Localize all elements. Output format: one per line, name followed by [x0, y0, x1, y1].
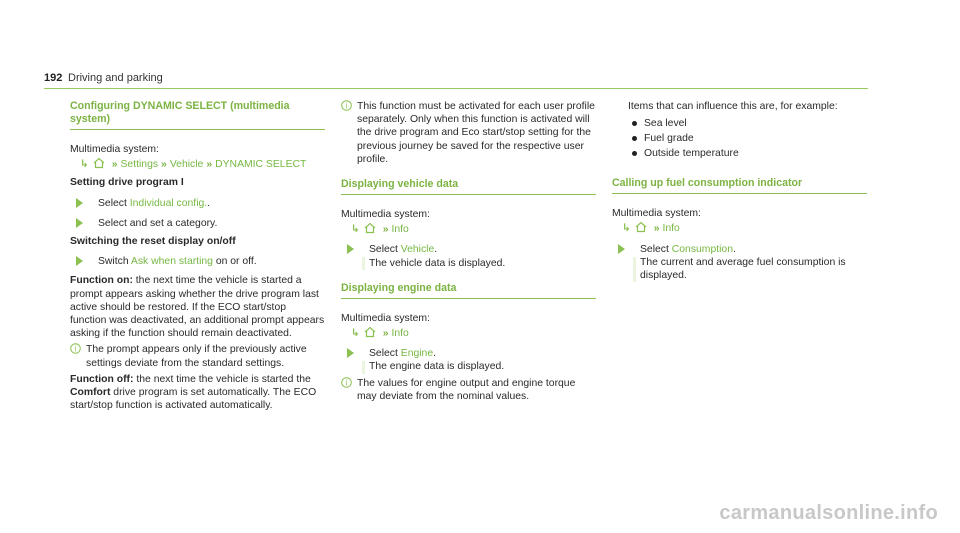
info-icon [341, 377, 352, 388]
chevron-right-icon: » [206, 159, 213, 171]
path-arrow-icon: ↳ [351, 328, 360, 340]
step-arrow-icon [76, 198, 83, 208]
step-arrow-icon [76, 256, 83, 266]
list-item: Sea level [628, 116, 867, 131]
section-heading-engine-data: Displaying engine data [341, 282, 596, 299]
step-select-consumption: Select Consumption. The current and average fuel consumption is displayed. [612, 243, 867, 283]
note-user-profile: i This function must be activated for each user profile separately. Only when this function is activated will the drive program and Eco start/stop setting for the previous journey be saved for the respective user profile. [341, 100, 596, 166]
link-individual-config[interactable]: Individual config. [129, 197, 208, 209]
chevron-right-icon: » [653, 223, 660, 235]
note-engine-values: i The values for engine output and engine torque may deviate from the nominal values. [341, 377, 596, 403]
chevron-right-icon: » [382, 328, 389, 340]
link-ask-when-starting[interactable]: Ask when starting [130, 256, 213, 268]
chevron-right-icon: » [111, 159, 118, 171]
header-rule [44, 88, 868, 89]
intro-text: Multimedia system: [70, 144, 159, 155]
home-icon [93, 157, 105, 169]
menu-path [351, 326, 596, 340]
step-select-category: Select and set a category. [70, 217, 325, 230]
column-3 [612, 100, 867, 282]
step-arrow-icon [347, 244, 354, 254]
influence-list [612, 116, 867, 161]
path-arrow-icon: ↳ [351, 224, 360, 236]
link-engine[interactable]: Engine [400, 348, 434, 360]
path-item-settings[interactable]: Settings [120, 159, 159, 171]
home-icon [364, 326, 376, 338]
menu-path [351, 222, 596, 236]
chevron-right-icon: » [161, 159, 167, 171]
watermark: carmanualsonline.info [719, 502, 938, 524]
list-item: Fuel grade [628, 131, 867, 146]
path-arrow-icon: ↳ [622, 223, 631, 235]
chevron-right-icon: » [382, 224, 389, 236]
menu-path [80, 157, 325, 171]
page-header [44, 70, 868, 88]
list-item: Outside temperature [628, 146, 867, 161]
path-item-vehicle[interactable]: Vehicle [169, 159, 204, 171]
step-arrow-icon [76, 218, 83, 228]
influence-intro: Items that can influence this are, for example: [628, 101, 838, 112]
path-arrow-icon: ↳ [80, 159, 89, 171]
intro-text: Multimedia system: [341, 209, 430, 221]
note-prompt: i The prompt appears only if the previously active settings deviate from the standard settings. [70, 343, 325, 369]
intro-text: Multimedia system: [341, 312, 430, 324]
subheading-drive-program: Setting drive program I [70, 177, 184, 189]
step-result: The current and average fuel consumption is displayed. [640, 256, 846, 282]
step-result: The vehicle data is displayed. [369, 257, 506, 269]
svg-text:i: i [345, 101, 348, 111]
step-arrow-icon [618, 244, 625, 254]
column-2 [341, 100, 596, 403]
page-section-title: Driving and parking [68, 72, 163, 84]
intro-text: Multimedia system: [612, 208, 701, 220]
info-icon [341, 100, 352, 111]
function-on-text: Function on: the next time the vehicle is started a prompt appears asking whether the drive program last active should be restored. If the ECO start/stop function was deactivated, an additional prompt appears asking if the function should remain deactivated. [70, 275, 325, 340]
step-select-engine: Select Engine. The engine data is displayed. [341, 347, 596, 373]
path-item-info[interactable]: Info [391, 328, 409, 340]
step-switch-ask: Switch Ask when starting on or off. [70, 255, 325, 268]
link-consumption[interactable]: Consumption [671, 243, 733, 255]
section-heading-vehicle-data: Displaying vehicle data [341, 178, 596, 195]
section-heading-dynamic-select: Configuring DYNAMIC SELECT (multimedia system) [70, 100, 325, 130]
step-result: The engine data is displayed. [369, 361, 505, 373]
subheading-reset-display: Switching the reset display on/off [70, 236, 236, 248]
path-item-info[interactable]: Info [662, 223, 680, 235]
info-icon [70, 343, 81, 354]
step-select-individual: Select Individual config.. [70, 197, 325, 210]
menu-path [622, 221, 867, 235]
step-select-vehicle: Select Vehicle. The vehicle data is displayed. [341, 243, 596, 269]
svg-text:i: i [74, 344, 77, 354]
svg-text:i: i [345, 377, 348, 387]
page-number: 192 [44, 72, 63, 84]
column-1 [70, 100, 325, 412]
section-heading-fuel-consumption: Calling up fuel consumption indicator [612, 177, 867, 194]
function-off-text: Function off: the next time the vehicle is started the Comfort drive program is set automatically. The ECO start/stop function is activated automatically. [70, 373, 317, 412]
home-icon [364, 222, 376, 234]
link-vehicle[interactable]: Vehicle [400, 244, 435, 256]
path-item-info[interactable]: Info [391, 224, 409, 236]
step-arrow-icon [347, 348, 354, 358]
path-item-dynamic-select[interactable]: DYNAMIC SELECT [215, 159, 307, 171]
home-icon [635, 221, 647, 233]
